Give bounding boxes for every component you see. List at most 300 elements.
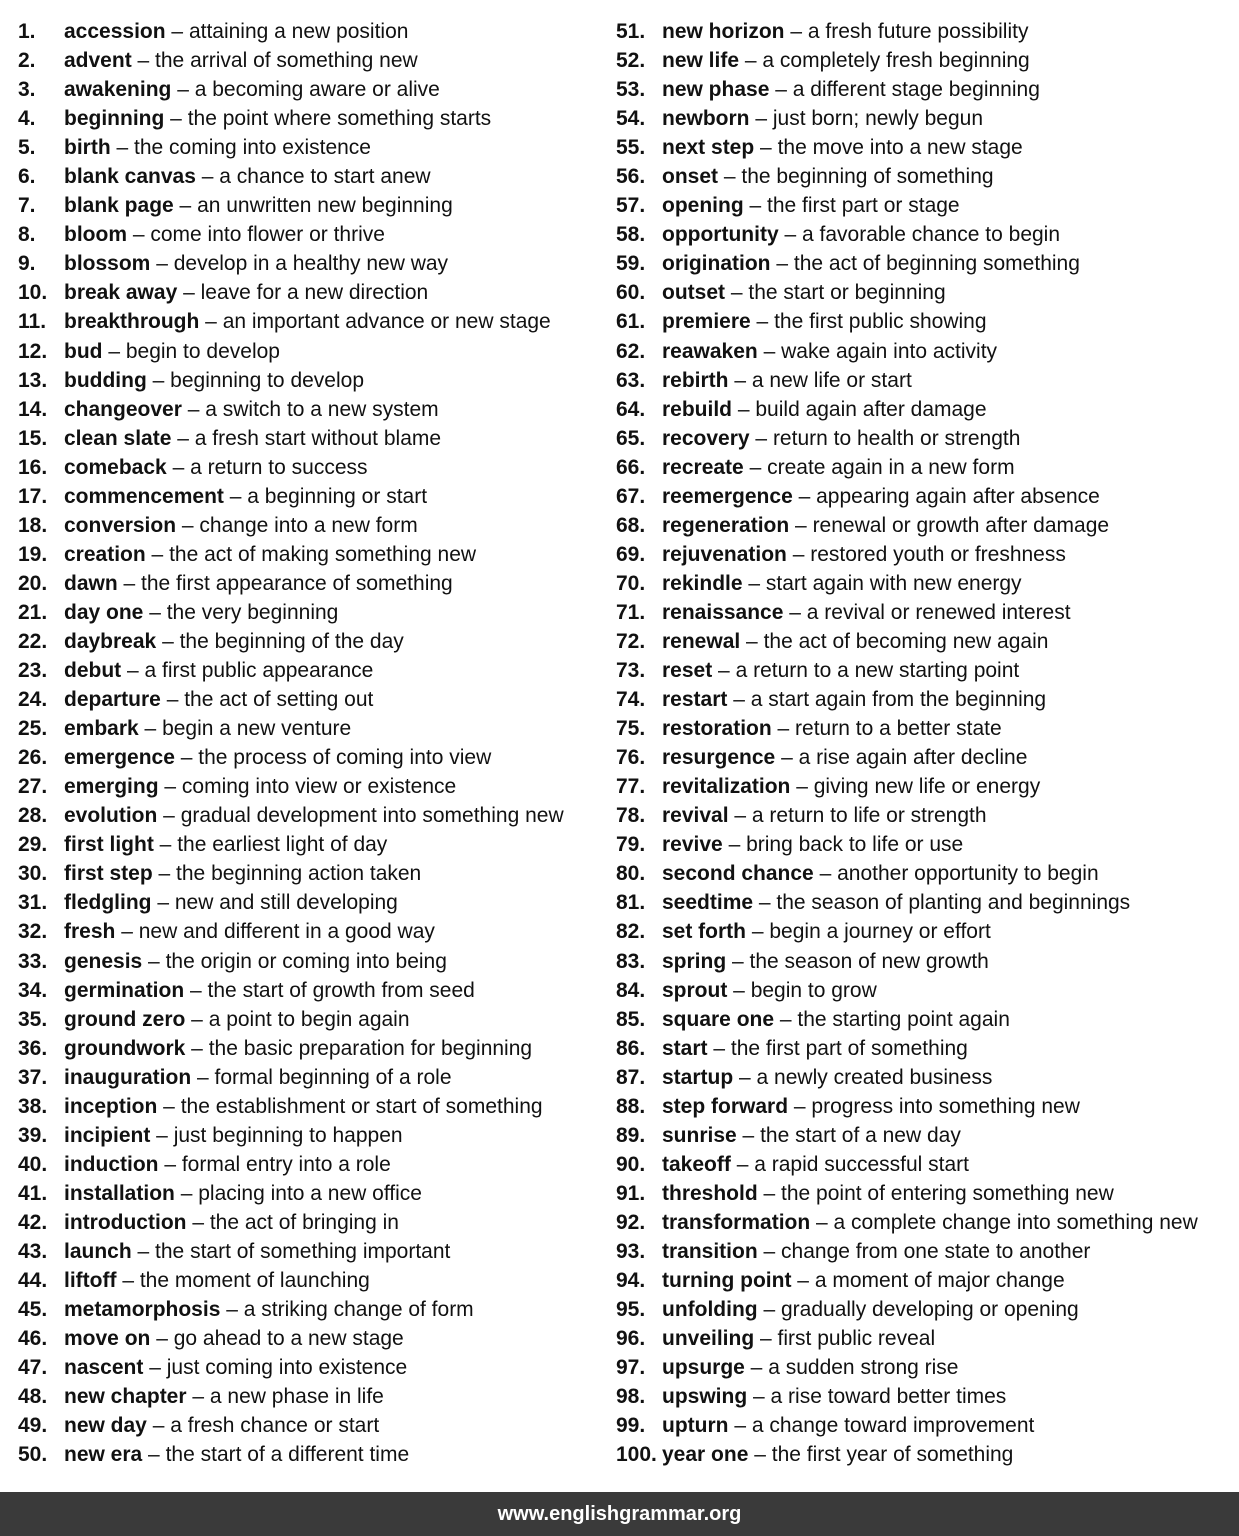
item-definition: the establishment or start of something	[180, 1094, 543, 1118]
item-term: induction	[64, 1152, 159, 1176]
list-item	[18, 337, 603, 366]
item-number: 8.	[18, 223, 36, 247]
item-number: 12.	[18, 339, 48, 363]
item-number: 11.	[18, 310, 47, 334]
item-term: transition	[662, 1239, 758, 1263]
item-definition: the process of coming into view	[198, 746, 492, 770]
item-separator: –	[791, 1269, 815, 1293]
item-definition: a point to begin again	[208, 1007, 410, 1031]
list-item	[616, 917, 1231, 946]
item-term: bud	[64, 339, 103, 363]
item-definition: the season of new growth	[749, 949, 989, 973]
item-separator: –	[727, 978, 751, 1002]
item-term: first light	[64, 833, 154, 857]
item-separator: –	[177, 281, 201, 305]
item-term: advent	[64, 49, 132, 73]
item-number: 33.	[18, 949, 48, 973]
list-item	[616, 772, 1231, 801]
item-term: bloom	[64, 223, 127, 247]
item-number: 61.	[616, 310, 646, 334]
item-term: breakthrough	[64, 310, 200, 334]
list-item	[616, 656, 1231, 685]
list-item	[18, 1092, 603, 1121]
item-definition: just coming into existence	[166, 1356, 408, 1380]
item-definition: a return to success	[190, 455, 368, 479]
item-definition: a rise again after decline	[798, 746, 1028, 770]
list-item	[18, 1034, 603, 1063]
item-term: installation	[64, 1181, 175, 1205]
item-definition: a revival or renewed interest	[806, 600, 1071, 624]
item-separator: –	[142, 1443, 166, 1467]
item-term: newborn	[662, 107, 750, 131]
item-term: year one	[662, 1443, 749, 1467]
item-separator: –	[143, 600, 167, 624]
item-definition: a moment of major change	[814, 1269, 1065, 1293]
list-item	[616, 627, 1231, 656]
item-term: recreate	[662, 455, 744, 479]
list-item	[18, 1266, 603, 1295]
item-term: upswing	[662, 1385, 748, 1409]
list-item	[18, 801, 603, 830]
item-term: break away	[64, 281, 178, 305]
word-list-left-column	[18, 17, 603, 1469]
item-number: 15.	[18, 426, 48, 450]
item-number: 16.	[18, 455, 48, 479]
item-separator: –	[127, 223, 151, 247]
list-item	[18, 743, 603, 772]
item-definition: create again in a new form	[767, 455, 1015, 479]
list-item	[18, 1440, 603, 1469]
item-separator: –	[115, 920, 139, 944]
item-definition: just beginning to happen	[173, 1123, 403, 1147]
list-item	[616, 1324, 1231, 1353]
item-definition: the season of planting and beginnings	[776, 891, 1131, 915]
list-item	[18, 1382, 603, 1411]
item-term: rekindle	[662, 571, 743, 595]
item-number: 81.	[616, 891, 646, 915]
item-term: revive	[662, 833, 723, 857]
list-item	[616, 1092, 1231, 1121]
item-number: 68.	[616, 513, 646, 537]
item-term: rejuvenation	[662, 542, 787, 566]
item-definition: appearing again after absence	[816, 484, 1100, 508]
item-definition: the act of bringing in	[209, 1210, 399, 1234]
item-definition: the act of becoming new again	[763, 629, 1049, 653]
item-term: emerging	[64, 775, 159, 799]
item-term: blossom	[64, 252, 151, 276]
item-separator: –	[749, 426, 773, 450]
item-separator: –	[165, 20, 189, 43]
item-number: 37.	[18, 1065, 48, 1089]
item-definition: a favorable chance to begin	[802, 223, 1061, 247]
list-item	[18, 1121, 603, 1150]
list-item	[616, 1237, 1231, 1266]
item-term: beginning	[64, 107, 165, 131]
item-separator: –	[181, 397, 206, 421]
item-term: rebirth	[662, 368, 729, 392]
list-item	[616, 714, 1231, 743]
item-definition: gradually developing or opening	[781, 1298, 1079, 1322]
item-definition: a first public appearance	[144, 659, 374, 683]
item-number: 96.	[616, 1327, 646, 1351]
item-term: daybreak	[64, 629, 157, 653]
item-term: first step	[64, 862, 153, 886]
word-list-right-column	[616, 17, 1231, 1469]
item-separator: –	[757, 1239, 782, 1263]
item-number: 9.	[18, 252, 36, 276]
list-item	[616, 1121, 1231, 1150]
item-separator: –	[753, 891, 777, 915]
item-separator: –	[116, 1269, 140, 1293]
list-item	[18, 1353, 603, 1382]
item-separator: –	[730, 1152, 755, 1176]
item-term: revitalization	[662, 775, 791, 799]
item-number: 31.	[18, 891, 48, 915]
list-item	[616, 830, 1231, 859]
item-term: dawn	[64, 571, 118, 595]
list-item	[616, 569, 1231, 598]
item-number: 45.	[18, 1298, 48, 1322]
list-item	[616, 598, 1231, 627]
item-definition: a rise toward better times	[770, 1385, 1007, 1409]
item-definition: begin a new venture	[162, 717, 352, 741]
list-item	[616, 1150, 1231, 1179]
item-term: unveiling	[662, 1327, 755, 1351]
item-number: 99.	[616, 1414, 646, 1438]
item-term: outset	[662, 281, 725, 305]
item-number: 93.	[616, 1239, 646, 1263]
item-number: 39.	[18, 1123, 48, 1147]
item-number: 34.	[18, 978, 48, 1002]
item-term: awakening	[64, 78, 172, 102]
item-term: revival	[662, 804, 729, 828]
item-number: 76.	[616, 746, 646, 770]
item-separator: –	[150, 1327, 174, 1351]
item-number: 54.	[616, 107, 646, 131]
item-number: 26.	[18, 746, 48, 770]
item-term: fresh	[64, 920, 116, 944]
list-item	[18, 685, 603, 714]
item-term: set forth	[662, 920, 746, 944]
item-definition: change from one state to another	[781, 1239, 1091, 1263]
item-number: 83.	[616, 949, 646, 973]
item-definition: return to health or strength	[772, 426, 1021, 450]
item-definition: progress into something new	[811, 1094, 1080, 1118]
item-term: upsurge	[662, 1356, 745, 1380]
list-item	[616, 395, 1231, 424]
item-number: 73.	[616, 659, 646, 683]
item-definition: the beginning of the day	[179, 629, 404, 653]
item-definition: the first part of something	[730, 1036, 968, 1060]
item-separator: –	[732, 397, 756, 421]
item-term: new life	[662, 49, 740, 73]
item-definition: the origin or coming into being	[165, 949, 447, 973]
list-item	[616, 1295, 1231, 1324]
item-separator: –	[786, 542, 811, 566]
item-number: 5.	[18, 136, 36, 160]
item-term: emergence	[64, 746, 175, 770]
item-number: 24.	[18, 688, 48, 712]
item-term: nascent	[64, 1356, 144, 1380]
item-number: 97.	[616, 1356, 646, 1380]
list-item	[616, 482, 1231, 511]
item-separator: –	[750, 310, 775, 334]
item-term: creation	[64, 542, 146, 566]
item-definition: the beginning of something	[741, 165, 994, 189]
item-term: restoration	[662, 717, 772, 741]
item-separator: –	[810, 1210, 834, 1234]
list-item	[18, 976, 603, 1005]
item-definition: the earliest light of day	[177, 833, 388, 857]
item-definition: new and still developing	[174, 891, 398, 915]
item-number: 7.	[18, 194, 36, 218]
item-term: reemergence	[662, 484, 793, 508]
item-definition: the basic preparation for beginning	[208, 1036, 533, 1060]
item-separator: –	[728, 368, 752, 392]
list-item	[18, 424, 603, 453]
item-separator: –	[174, 1181, 199, 1205]
list-item	[18, 1005, 603, 1034]
item-term: metamorphosis	[64, 1298, 221, 1322]
list-item	[18, 1324, 603, 1353]
item-separator: –	[158, 775, 182, 799]
item-separator: –	[150, 252, 174, 276]
item-number: 30.	[18, 862, 48, 886]
item-definition: start again with new energy	[765, 571, 1022, 595]
item-definition: build again after damage	[755, 397, 987, 421]
item-number: 89.	[616, 1123, 646, 1147]
item-separator: –	[142, 949, 166, 973]
item-definition: renewal or growth after damage	[812, 513, 1110, 537]
item-separator: –	[707, 1036, 731, 1060]
item-separator: –	[156, 629, 180, 653]
item-definition: the start of a new day	[760, 1123, 961, 1147]
item-number: 92.	[616, 1210, 646, 1234]
list-item	[616, 1005, 1231, 1034]
list-item	[616, 424, 1231, 453]
item-separator: –	[784, 20, 808, 43]
item-separator: –	[775, 746, 799, 770]
item-number: 77.	[616, 775, 646, 799]
list-item	[18, 482, 603, 511]
item-number: 95.	[616, 1298, 646, 1322]
item-separator: –	[722, 833, 747, 857]
item-term: groundwork	[64, 1036, 186, 1060]
list-item	[18, 366, 603, 395]
item-definition: a return to life or strength	[751, 804, 987, 828]
item-number: 98.	[616, 1385, 646, 1409]
item-term: inauguration	[64, 1065, 192, 1089]
item-number: 58.	[616, 223, 646, 247]
item-term: departure	[64, 688, 161, 712]
item-number: 20.	[18, 571, 48, 595]
list-item	[616, 46, 1231, 75]
item-separator: –	[102, 339, 126, 363]
item-definition: beginning to develop	[170, 368, 365, 392]
item-number: 75.	[616, 717, 646, 741]
item-number: 27.	[18, 775, 48, 799]
item-definition: the first public showing	[774, 310, 987, 334]
item-term: budding	[64, 368, 147, 392]
item-definition: change into a new form	[199, 513, 418, 537]
list-item	[18, 1411, 603, 1440]
item-separator: –	[146, 368, 171, 392]
item-term: clean slate	[64, 426, 172, 450]
item-term: new chapter	[64, 1385, 187, 1409]
item-number: 67.	[616, 484, 646, 508]
list-item	[616, 366, 1231, 395]
item-separator: –	[748, 1443, 772, 1467]
item-separator: –	[739, 49, 763, 73]
list-item	[18, 395, 603, 424]
item-separator: –	[158, 1152, 182, 1176]
item-definition: the start of something important	[155, 1239, 451, 1263]
list-item	[18, 1063, 603, 1092]
item-number: 69.	[616, 542, 646, 566]
item-definition: the first year of something	[771, 1443, 1014, 1467]
item-number: 100.	[616, 1443, 657, 1467]
item-term: new horizon	[662, 20, 785, 43]
item-separator: –	[157, 1094, 181, 1118]
item-term: new phase	[662, 78, 770, 102]
item-number: 52.	[616, 49, 646, 73]
item-term: birth	[64, 136, 111, 160]
list-item	[18, 714, 603, 743]
item-separator: –	[744, 1356, 769, 1380]
item-term: renewal	[662, 629, 741, 653]
item-number: 48.	[18, 1385, 48, 1409]
list-item	[18, 191, 603, 220]
item-term: seedtime	[662, 891, 754, 915]
item-number: 90.	[616, 1152, 646, 1176]
list-item	[616, 133, 1231, 162]
item-definition: a sudden strong rise	[768, 1356, 959, 1380]
item-definition: coming into view or existence	[181, 775, 457, 799]
item-number: 36.	[18, 1036, 48, 1060]
list-item	[18, 220, 603, 249]
list-item	[18, 598, 603, 627]
item-separator: –	[718, 165, 742, 189]
item-term: rebuild	[662, 397, 733, 421]
item-number: 21.	[18, 600, 48, 624]
item-separator: –	[774, 1007, 798, 1031]
item-term: transformation	[662, 1210, 811, 1234]
item-definition: a change toward improvement	[751, 1414, 1035, 1438]
item-number: 82.	[616, 920, 646, 944]
item-number: 88.	[616, 1094, 646, 1118]
list-item	[18, 75, 603, 104]
item-term: resurgence	[662, 746, 776, 770]
item-number: 25.	[18, 717, 48, 741]
list-item	[616, 1382, 1231, 1411]
item-separator: –	[121, 659, 145, 683]
item-term: comeback	[64, 455, 167, 479]
item-definition: return to a better state	[795, 717, 1002, 741]
item-term: blank page	[64, 194, 174, 218]
item-term: incipient	[64, 1123, 151, 1147]
item-term: startup	[662, 1065, 734, 1089]
item-number: 62.	[616, 339, 646, 363]
list-item	[616, 685, 1231, 714]
list-item	[616, 511, 1231, 540]
item-number: 42.	[18, 1210, 48, 1234]
item-term: threshold	[662, 1181, 758, 1205]
item-separator: –	[789, 513, 813, 537]
item-definition: just born; newly begun	[772, 107, 983, 131]
item-term: day one	[64, 600, 144, 624]
item-separator: –	[754, 136, 778, 160]
item-separator: –	[742, 571, 766, 595]
item-number: 41.	[18, 1181, 48, 1205]
list-item	[18, 249, 603, 278]
item-separator: –	[173, 194, 198, 218]
item-definition: placing into a new office	[198, 1181, 422, 1205]
item-definition: develop in a healthy new way	[173, 252, 449, 276]
item-separator: –	[131, 49, 156, 73]
list-item	[616, 307, 1231, 336]
item-number: 18.	[18, 513, 48, 537]
list-item	[18, 917, 603, 946]
list-item	[616, 220, 1231, 249]
item-definition: the move into a new stage	[777, 136, 1023, 160]
list-item	[18, 1208, 603, 1237]
item-definition: a completely fresh beginning	[762, 49, 1030, 73]
item-separator: –	[790, 775, 814, 799]
list-item	[616, 249, 1231, 278]
item-number: 94.	[616, 1269, 646, 1293]
item-term: blank canvas	[64, 165, 196, 189]
item-number: 87.	[616, 1065, 646, 1089]
item-definition: the first appearance of something	[141, 571, 453, 595]
item-term: changeover	[64, 397, 182, 421]
item-definition: gradual development into something new	[180, 804, 564, 828]
item-definition: an important advance or new stage	[222, 310, 551, 334]
item-term: reset	[662, 659, 713, 683]
item-separator: –	[157, 804, 181, 828]
item-number: 22.	[18, 629, 48, 653]
item-separator: –	[164, 107, 188, 131]
item-term: opening	[662, 194, 744, 218]
item-definition: a striking change of form	[243, 1298, 474, 1322]
item-term: new day	[64, 1414, 147, 1438]
item-definition: the point where something starts	[187, 107, 492, 131]
item-number: 35.	[18, 1007, 48, 1031]
item-separator: –	[770, 252, 794, 276]
item-term: commencement	[64, 484, 224, 508]
item-definition: the moment of launching	[139, 1269, 370, 1293]
list-item	[18, 772, 603, 801]
item-separator: –	[186, 1385, 210, 1409]
item-definition: the coming into existence	[134, 136, 371, 160]
list-item	[616, 1411, 1231, 1440]
item-number: 84.	[616, 978, 646, 1002]
item-separator: –	[783, 600, 807, 624]
item-number: 50.	[18, 1443, 48, 1467]
item-definition: new and different in a good way	[138, 920, 435, 944]
item-number: 6.	[18, 165, 36, 189]
item-separator: –	[186, 1210, 210, 1234]
item-term: origination	[662, 252, 771, 276]
item-term: genesis	[64, 949, 143, 973]
item-separator: –	[220, 1298, 244, 1322]
item-term: recovery	[662, 426, 750, 450]
item-separator: –	[712, 659, 736, 683]
item-separator: –	[771, 717, 796, 741]
item-definition: the act of setting out	[184, 688, 374, 712]
item-term: regeneration	[662, 513, 790, 537]
item-term: onset	[662, 165, 719, 189]
item-definition: a fresh future possibility	[807, 20, 1029, 43]
